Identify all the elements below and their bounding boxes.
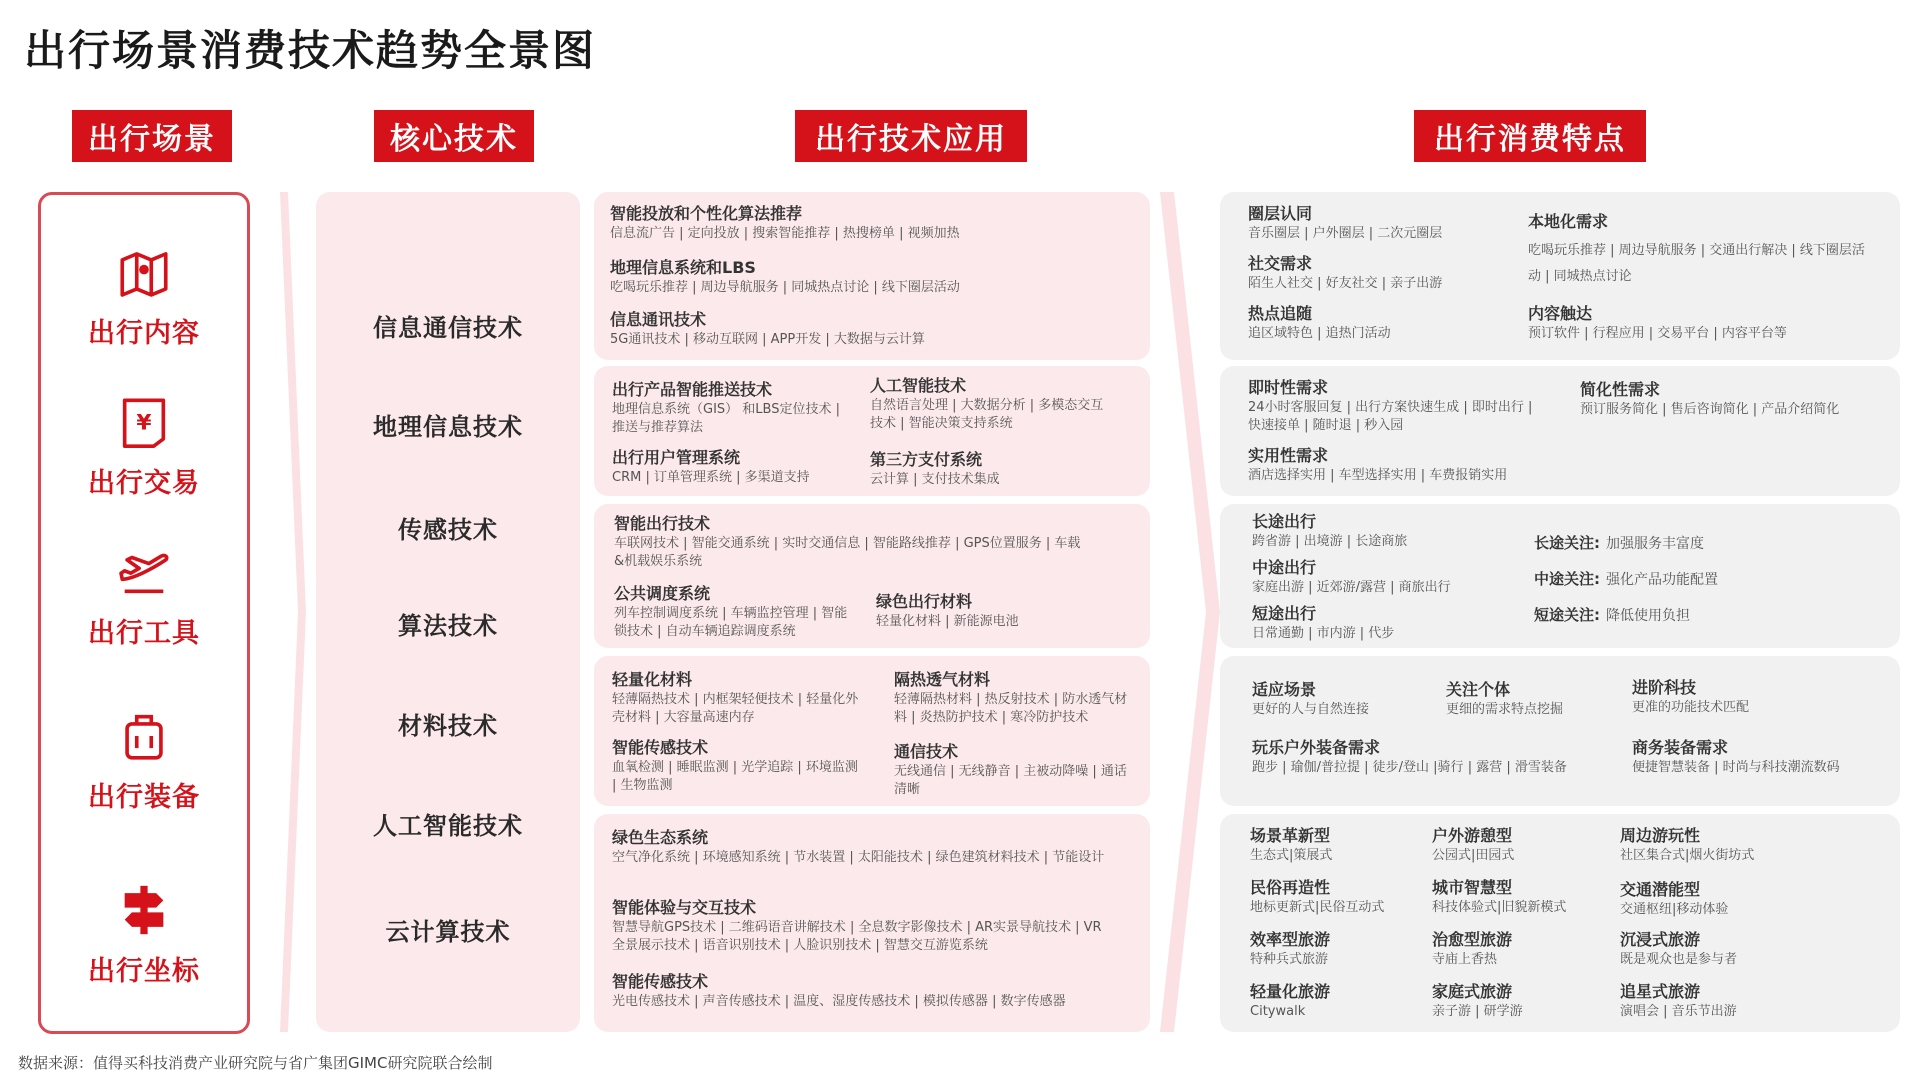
consumer-block-desc: 交通枢纽|移动体验: [1620, 902, 1729, 917]
consumer-block: [1252, 512, 1492, 551]
consumer-block: [1248, 378, 1548, 435]
app-block-title: 智能投放和个性化算法推荐: [610, 204, 803, 223]
consumer-block: [1446, 680, 1626, 719]
core-tech-item: 材料技术: [398, 712, 498, 740]
consumer-block-title: 效率型旅游: [1250, 930, 1331, 949]
consumer-card-tools: [1220, 504, 1900, 648]
app-block-title: 地理信息系统和LBS: [610, 258, 756, 277]
airplane-icon: [115, 543, 173, 601]
consumer-block: [1250, 930, 1430, 969]
consumer-block-desc: 更好的人与自然连接: [1252, 702, 1370, 717]
app-block-title: 智能传感技术: [612, 738, 709, 757]
app-card-gear: [594, 656, 1150, 806]
app-block: [614, 584, 854, 641]
app-block-desc: 5G通讯技术 | 移动互联网 | APP开发 | 大数据与云计算: [610, 332, 925, 347]
consumer-block-title: 实用性需求: [1248, 446, 1329, 465]
consumer-block-desc: 寺庙上香热: [1432, 952, 1498, 967]
app-block: [610, 258, 1130, 297]
focus-value: 加强服务丰富度: [1606, 536, 1704, 552]
consumer-block-title: 商务装备需求: [1632, 738, 1729, 757]
consumer-block-title: 进阶科技: [1632, 678, 1697, 697]
consumer-block: [1432, 930, 1612, 969]
app-card-trade: [594, 366, 1150, 496]
consumer-block: [1432, 878, 1612, 917]
header-scene: 出行场景: [72, 110, 232, 162]
consumer-block-title: 周边游玩性: [1620, 826, 1701, 845]
app-block-title: 人工智能技术: [870, 376, 967, 395]
app-block: [612, 448, 852, 487]
app-block-title: 公共调度系统: [614, 584, 711, 603]
luggage-icon: [115, 707, 173, 765]
consumer-card-trade: [1220, 366, 1900, 496]
consumer-block-desc: 跨省游 | 出境游 | 长途商旅: [1252, 534, 1408, 549]
app-block: [610, 310, 1130, 349]
consumer-card-gear: [1220, 656, 1900, 806]
app-block-desc: 轻量化材料 | 新能源电池: [876, 614, 1019, 629]
consumer-block-title: 社交需求: [1248, 254, 1313, 273]
focus-row: [1534, 604, 1690, 625]
scene-label: 出行装备: [88, 782, 200, 813]
app-block: [894, 670, 1134, 727]
consumer-block-title: 圈层认同: [1248, 204, 1313, 223]
app-block: [612, 972, 1112, 1011]
app-card-content: [594, 192, 1150, 360]
app-block-title: 信息通讯技术: [610, 310, 707, 329]
consumer-block: [1248, 204, 1508, 243]
app-block-desc: 空气净化系统 | 环境感知系统 | 节水装置 | 太阳能技术 | 绿色建筑材料技术 | 节能设计: [612, 850, 1105, 865]
consumer-block: [1632, 678, 1862, 717]
consumer-block-title: 即时性需求: [1248, 378, 1329, 397]
consumer-block: [1528, 212, 1868, 290]
focus-value: 强化产品功能配置: [1606, 572, 1718, 588]
app-block-desc: 列车控制调度系统 | 车辆监控管理 | 智能锁技术 | 自动车辆追踪调度系统: [614, 606, 848, 639]
consumer-block-desc: 预订服务简化 | 售后咨询简化 | 产品介绍简化: [1580, 402, 1840, 417]
consumer-block-desc: 社区集合式|烟火街坊式: [1620, 848, 1755, 863]
app-block-desc: 地理信息系统（GIS） 和LBS定位技术 | 推送与推荐算法: [612, 402, 840, 435]
scene-label: 出行坐标: [88, 956, 200, 987]
scene-panel: [38, 192, 250, 1034]
consumer-block-title: 家庭式旅游: [1432, 982, 1513, 1001]
signpost-icon: [115, 881, 173, 939]
consumer-block: [1252, 680, 1432, 719]
consumer-block-title: 沉浸式旅游: [1620, 930, 1701, 949]
app-block-desc: 云计算 | 支付技术集成: [870, 472, 1000, 487]
consumer-block: [1432, 982, 1612, 1021]
consumer-block-title: 本地化需求: [1528, 212, 1609, 231]
app-block-title: 智能体验与交互技术: [612, 898, 757, 917]
consumer-block-desc: 追区域特色 | 追热门活动: [1248, 326, 1391, 341]
core-tech-item: 人工智能技术: [373, 812, 523, 840]
app-block-title: 智能传感技术: [612, 972, 709, 991]
app-block-title: 绿色出行材料: [876, 592, 973, 611]
consumer-block-title: 长途出行: [1252, 512, 1317, 531]
scene-item-trade[interactable]: [41, 393, 247, 500]
app-block-desc: 车联网技术 | 智能交通系统 | 实时交通信息 | 智能路线推荐 | GPS位置服务 | 车载&机载娱乐系统: [614, 536, 1081, 569]
consumer-block-title: 适应场景: [1252, 680, 1317, 699]
focus-label: 长途关注:: [1534, 534, 1600, 552]
app-block-title: 通信技术: [894, 742, 959, 761]
svg-text:¥: ¥: [136, 410, 152, 436]
core-tech-item: 地理信息技术: [373, 413, 523, 441]
consumer-block: [1248, 304, 1508, 343]
consumer-block: [1620, 982, 1880, 1021]
consumer-block-desc: 生态式|策展式: [1250, 848, 1333, 863]
header-application: 出行技术应用: [795, 110, 1027, 162]
consumer-block-title: 轻量化旅游: [1250, 982, 1331, 1001]
page-title: 出行场景消费技术趋势全景图: [24, 26, 597, 75]
app-card-tools: [594, 504, 1150, 648]
consumer-block-desc: 便捷智慧装备 | 时尚与科技潮流数码: [1632, 760, 1840, 775]
scene-item-coords[interactable]: [41, 881, 247, 988]
consumer-block-title: 短途出行: [1252, 604, 1317, 623]
consumer-block: [1252, 604, 1492, 643]
consumer-block-title: 城市智慧型: [1432, 878, 1513, 897]
app-block: [610, 204, 1130, 243]
app-block: [612, 670, 862, 727]
consumer-block: [1432, 826, 1602, 865]
focus-row: [1534, 568, 1718, 589]
consumer-block-desc: 吃喝玩乐推荐 | 周边导航服务 | 交通出行解决 | 线下圈层活动 | 同城热点讨论: [1528, 243, 1865, 284]
scene-label: 出行内容: [88, 318, 200, 349]
core-tech-panel: [316, 192, 580, 1032]
consumer-block-title: 治愈型旅游: [1432, 930, 1513, 949]
app-block-title: 出行用户管理系统: [612, 448, 741, 467]
consumer-block-title: 简化性需求: [1580, 380, 1661, 399]
consumer-block-desc: 演唱会 | 音乐节出游: [1620, 1004, 1737, 1019]
app-block-title: 第三方支付系统: [870, 450, 983, 469]
consumer-block-desc: 预订软件 | 行程应用 | 交易平台 | 内容平台等: [1528, 326, 1787, 341]
consumer-block-desc: 24小时客服回复 | 出行方案快速生成 | 即时出行 | 快速接单 | 随时退 | 秒入园: [1248, 400, 1533, 433]
app-block-title: 智能出行技术: [614, 514, 711, 533]
map-book-icon: [115, 243, 173, 301]
app-block-desc: 智慧导航GPS技术 | 二维码语音讲解技术 | 全息数字影像技术 | AR实景导航技术 | VR全景展示技术 | 语音识别技术 | 人脸识别技术 | 智慧交互游览系统: [612, 920, 1102, 953]
app-block-desc: 吃喝玩乐推荐 | 周边导航服务 | 同城热点讨论 | 线下圈层活动: [610, 280, 960, 295]
app-block-desc: 血氧检测 | 睡眠监测 | 光学追踪 | 环境监测 | 生物监测: [612, 760, 858, 793]
app-block-desc: 光电传感技术 | 声音传感技术 | 温度、湿度传感技术 | 模拟传感器 | 数字传感器: [612, 994, 1066, 1009]
consumer-block: [1632, 738, 1882, 777]
consumer-block-desc: Citywalk: [1250, 1004, 1306, 1019]
app-block-desc: CRM | 订单管理系统 | 多渠道支持: [612, 470, 810, 485]
consumer-block: [1528, 304, 1868, 343]
consumer-block-desc: 更准的功能技术匹配: [1632, 700, 1750, 715]
consumer-block-title: 民俗再造性: [1250, 878, 1331, 897]
scene-item-tools[interactable]: [41, 543, 247, 650]
consumer-block-desc: 跑步 | 瑜伽/普拉提 | 徒步/登山 |骑行 | 露营 | 滑雪装备: [1252, 760, 1567, 775]
consumer-block-desc: 特种兵式旅游: [1250, 952, 1329, 967]
consumer-block: [1250, 982, 1430, 1021]
consumer-block-desc: 地标更新式|民俗互动式: [1250, 900, 1385, 915]
consumer-block: [1620, 880, 1880, 919]
consumer-block-title: 中途出行: [1252, 558, 1317, 577]
consumer-block-desc: 科技体验式|旧貌新模式: [1432, 900, 1567, 915]
core-tech-item: 云计算技术: [385, 918, 511, 946]
focus-row: [1534, 532, 1704, 553]
consumer-block-title: 玩乐户外装备需求: [1252, 738, 1381, 757]
consumer-block-desc: 日常通勤 | 市内游 | 代步: [1252, 626, 1395, 641]
yen-receipt-icon: [115, 393, 173, 451]
app-block-desc: 无线通信 | 无线静音 | 主被动降噪 | 通话清晰: [894, 764, 1127, 797]
arrow-left-decor: [280, 192, 306, 1032]
header-consumer: 出行消费特点: [1414, 110, 1646, 162]
scene-item-gear[interactable]: [41, 707, 247, 814]
consumer-block: [1620, 826, 1880, 865]
focus-value: 降低使用负担: [1606, 608, 1690, 624]
consumer-block: [1252, 558, 1492, 597]
app-block: [894, 742, 1134, 799]
consumer-block-desc: 更细的需求特点挖掘: [1446, 702, 1564, 717]
consumer-block-desc: 陌生人社交 | 好友社交 | 亲子出游: [1248, 276, 1443, 291]
consumer-block-title: 关注个体: [1446, 680, 1511, 699]
app-block: [612, 828, 1112, 867]
consumer-card-content: [1220, 192, 1900, 360]
consumer-block: [1248, 254, 1508, 293]
core-tech-item: 传感技术: [398, 516, 498, 544]
app-block: [612, 738, 862, 795]
consumer-block-title: 追星式旅游: [1620, 982, 1701, 1001]
app-block-desc: 信息流广告 | 定向投放 | 搜索智能推荐 | 热搜榜单 | 视频加热: [610, 226, 960, 241]
app-block-title: 绿色生态系统: [612, 828, 709, 847]
core-tech-item: 信息通信技术: [373, 314, 523, 342]
scene-label: 出行工具: [88, 618, 200, 649]
consumer-block: [1248, 446, 1608, 485]
consumer-block-desc: 音乐圈层 | 户外圈层 | 二次元圈层: [1248, 226, 1443, 241]
focus-label: 中途关注:: [1534, 570, 1600, 588]
app-card-coords: [594, 814, 1150, 1032]
consumer-block: [1250, 878, 1430, 917]
consumer-block-desc: 公园式|田园式: [1432, 848, 1515, 863]
consumer-block: [1250, 826, 1420, 865]
app-block-title: 隔热透气材料: [894, 670, 991, 689]
scene-item-content[interactable]: [41, 243, 247, 350]
app-block: [614, 514, 1084, 571]
app-block-title: 出行产品智能推送技术: [612, 380, 773, 399]
consumer-block-title: 户外游憩型: [1432, 826, 1513, 845]
consumer-block-desc: 亲子游 | 研学游: [1432, 1004, 1523, 1019]
consumer-block-desc: 酒店选择实用 | 车型选择实用 | 车费报销实用: [1248, 468, 1508, 483]
consumer-block-title: 热点追随: [1248, 304, 1313, 323]
consumer-block: [1252, 738, 1622, 777]
consumer-block: [1620, 930, 1880, 969]
app-block: [870, 376, 1110, 433]
app-block-desc: 轻薄隔热材料 | 热反射技术 | 防水透气材料 | 炎热防护技术 | 寒冷防护技术: [894, 692, 1128, 725]
consumer-block-desc: 家庭出游 | 近郊游/露营 | 商旅出行: [1252, 580, 1451, 595]
app-block-title: 轻量化材料: [612, 670, 693, 689]
consumer-block-title: 内容触达: [1528, 304, 1593, 323]
app-block: [876, 592, 1116, 631]
consumer-block-title: 交通潜能型: [1620, 880, 1701, 899]
app-block: [612, 380, 852, 437]
app-block-desc: 轻薄隔热技术 | 内框架轻便技术 | 轻量化外壳材料 | 大容量高速内存: [612, 692, 859, 725]
app-block: [870, 450, 1110, 489]
scene-label: 出行交易: [88, 468, 200, 499]
consumer-block-desc: 既是观众也是参与者: [1620, 952, 1738, 967]
arrow-mid-decor: [1160, 192, 1220, 1032]
focus-label: 短途关注:: [1534, 606, 1600, 624]
app-block-desc: 自然语言处理 | 大数据分析 | 多模态交互技术 | 智能决策支持系统: [870, 398, 1104, 431]
data-source-note: 数据来源：值得买科技消费产业研究院与省广集团GIMC研究院联合绘制: [18, 1054, 493, 1072]
core-tech-item: 算法技术: [398, 612, 498, 640]
consumer-card-coords: [1220, 814, 1900, 1032]
consumer-block-title: 场景革新型: [1250, 826, 1331, 845]
consumer-block: [1580, 380, 1880, 419]
header-core-tech: 核心技术: [374, 110, 534, 162]
app-block: [612, 898, 1112, 955]
